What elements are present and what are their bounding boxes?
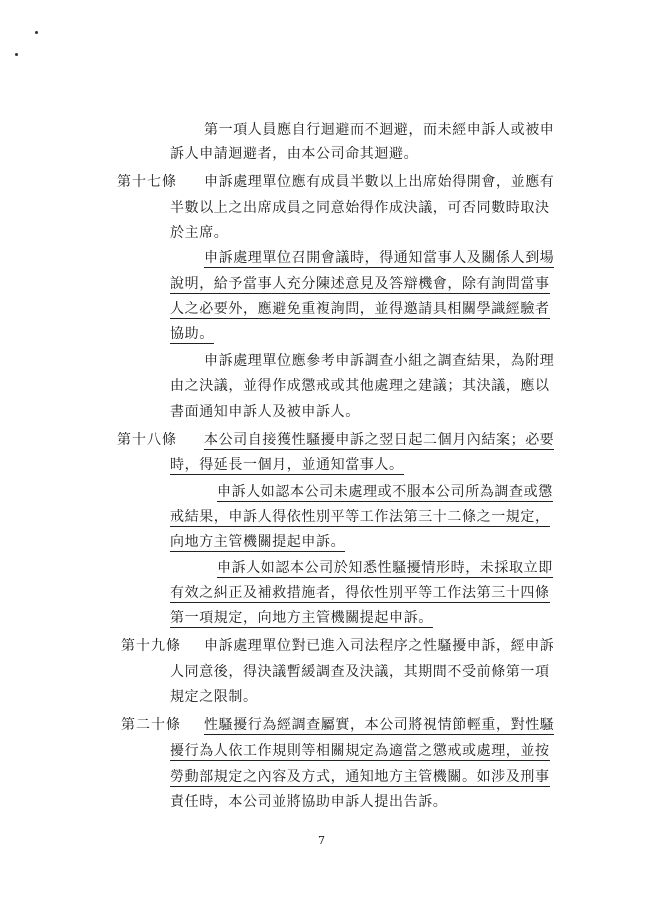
- text-line: 申訴處理單位對已進入司法程序之性騷擾申訴，經申訴: [204, 638, 555, 654]
- page-number: 7: [318, 834, 325, 847]
- article-number: 第十九條: [121, 638, 181, 654]
- text-line: 人同意後，得決議暫緩調查及決議，其期間不受前條第一項: [170, 664, 550, 680]
- text-line: 向地方主管機關提起申訴。: [170, 534, 346, 550]
- article-number: 第十八條: [117, 432, 177, 448]
- text-line: 說明，給予當事人充分陳述意見及答辯機會，除有詢問當事: [170, 276, 550, 292]
- text-line: 書面通知申訴人及被申訴人。: [170, 404, 360, 420]
- text-line: 性騷擾行為經調查屬實，本公司將視情節輕重，對性騷: [204, 717, 555, 733]
- article-number: 第二十條: [121, 717, 181, 733]
- text-line: 申訴人如認本公司未處理或不服本公司所為調查或懲: [217, 484, 553, 500]
- text-line: 申訴處理單位召開會議時，得通知當事人及關係人到場: [204, 250, 555, 266]
- scan-speck: [35, 31, 38, 34]
- text-line: 申訴處理單位應參考申訴調查小組之調查結果，為附理: [204, 353, 555, 369]
- article-number: 第十七條: [117, 174, 177, 190]
- text-line: 本公司自接獲性騷擾申訴之翌日起二個月內結案；必要: [204, 432, 555, 448]
- text-line: 擾行為人依工作規則等相關規定為適當之懲戒或處理，並按: [170, 743, 550, 759]
- text-line: 申訴人如認本公司於知悉性騷擾情形時，未採取立即: [217, 560, 553, 576]
- text-line: 時，得延長一個月，並通知當事人。: [170, 457, 404, 473]
- text-line: 人之必要外，應避免重複詢問，並得邀請具相關學識經驗者: [170, 301, 550, 317]
- text-line: 第一項人員應自行迴避而不迴避，而未經申訴人或被申: [204, 122, 555, 138]
- text-line: 規定之限制。: [170, 689, 258, 705]
- text-line: 第一項規定，向地方主管機關提起申訴。: [170, 610, 433, 626]
- text-line: 申訴處理單位應有成員半數以上出席始得開會，並應有: [204, 174, 555, 190]
- text-line: 戒結果，申訴人得依性別平等工作法第三十二條之一規定，: [170, 509, 550, 525]
- text-line: 由之決議，並得作成懲戒或其他處理之建議；其決議，應以: [170, 378, 550, 394]
- scan-speck: [15, 53, 18, 56]
- text-line: 半數以上之出席成員之同意始得作成決議，可否同數時取決: [170, 200, 550, 216]
- text-line: 勞動部規定之內容及方式，通知地方主管機關。如涉及刑事: [170, 769, 550, 785]
- text-line: 於主席。: [170, 225, 229, 241]
- text-line: 協助。: [170, 326, 214, 342]
- text-line: 責任時，本公司並將協助申訴人提出告訴。: [170, 794, 448, 810]
- text-line: 訴人申請迴避者，由本公司命其迴避。: [170, 146, 419, 162]
- text-line: 有效之糾正及補救措施者，得依性別平等工作法第三十四條: [170, 585, 550, 601]
